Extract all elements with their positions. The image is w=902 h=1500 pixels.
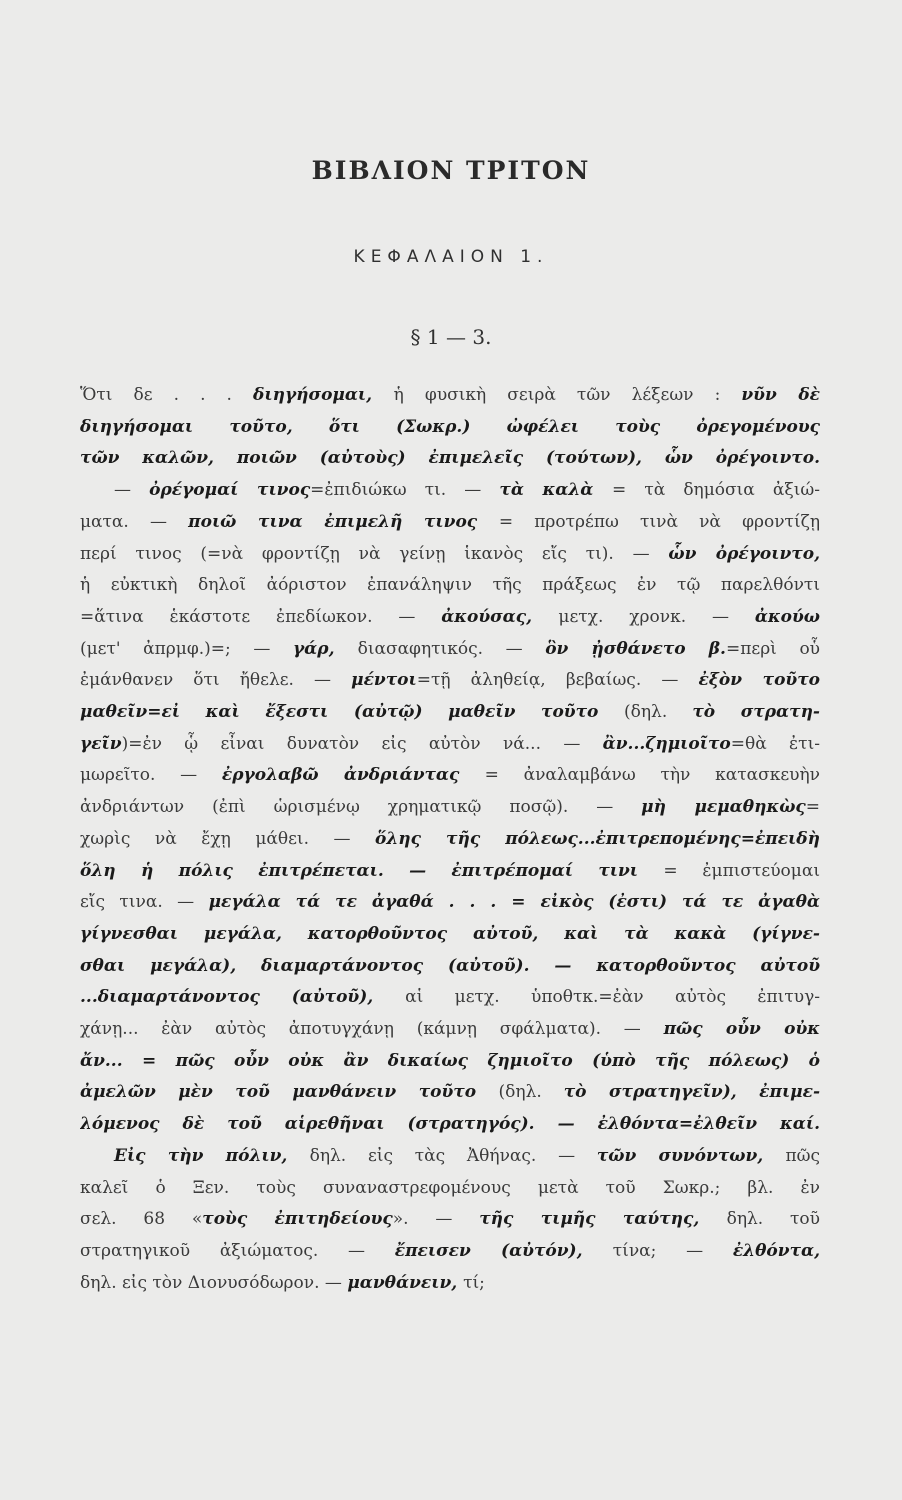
commentary-line [80, 602, 820, 634]
gloss-text: ἡ εὐκτικὴ δηλοῖ ἀόριστον ἐπανάληψιν τῆς πράξεως ἐν τῷ παρελθόντι [80, 575, 820, 596]
gloss-text: πῶς [785, 1145, 820, 1166]
greek-lemma: λόμενος δὲ τοῦ αἱρεθῆναι (στρατηγός). — ἐλθόντα=ἐλθεῖν καί. [80, 1114, 820, 1135]
commentary-line [80, 697, 820, 729]
greek-lemma: διηγήσομαι, [253, 385, 394, 405]
commentary-line [80, 570, 820, 602]
greek-lemma: ποιῶ τινα ἐπιμελῆ τινος [188, 511, 499, 532]
greek-lemma: τὸ στρατη- [692, 702, 820, 723]
greek-lemma: γάρ, [292, 638, 358, 659]
greek-lemma: τῶν συνόντων, [596, 1145, 786, 1166]
greek-lemma: ὀρέγομαί τινος [149, 480, 311, 501]
gloss-text: = προτρέπω τινὰ νὰ φροντίζῃ [498, 511, 820, 532]
gloss-text: =θὰ ἐτι- [730, 733, 820, 754]
commentary-line [80, 1077, 820, 1109]
greek-lemma: ὅλη ἡ πόλις ἐπιτρέπεται. — ἐπιτρέπομαί τινι [80, 860, 664, 881]
commentary-line [80, 1109, 820, 1141]
gloss-text: ἐμάνθανεν ὅτι ἤθελε. — [80, 670, 352, 691]
greek-lemma: τῶν καλῶν, ποιῶν (αὐτοὺς) ἐπιμελεῖς (τούτων), ὧν ὀρέγοιντο. [80, 448, 820, 469]
commentary-line [80, 982, 820, 1014]
gloss-text: =ἅτινα ἑκάστοτε ἐπεδίωκον. — [80, 606, 442, 627]
greek-lemma: ὧν ὀρέγοιντο, [668, 543, 820, 564]
greek-lemma: μαθεῖν=εἰ καὶ ἔξεστι (αὐτῷ) μαθεῖν τοῦτο [80, 702, 624, 723]
greek-lemma: ἀμελῶν μὲν τοῦ μανθάνειν τοῦτο [80, 1082, 499, 1103]
commentary-line [80, 1014, 820, 1046]
greek-lemma: νῦν δὲ [741, 385, 820, 405]
greek-lemma: ἔπεισεν (αὐτόν), [394, 1240, 613, 1261]
commentary-line [80, 412, 820, 444]
gloss-text: εἴς τινα. — [80, 892, 209, 913]
commentary-line [80, 443, 820, 475]
gloss-text: = [805, 797, 820, 818]
commentary-line [80, 951, 820, 983]
commentary-line [80, 1236, 820, 1268]
greek-lemma: διηγήσομαι τοῦτο, ὅτι (Σωκρ.) ὠφέλει τοὺς ὀρεγομένους [80, 416, 820, 437]
gloss-text: περί τινος (=νὰ φροντίζῃ νὰ γείνῃ ἱκανὸς εἴς τι). — [80, 543, 669, 564]
gloss-text: ἀνδριάντων (ἐπὶ ὡρισμένῳ χρηματικῷ ποσῷ). — [80, 797, 642, 818]
gloss-text: =ἐπιδιώκω τι. — [310, 480, 500, 501]
greek-lemma: ἂν...ζημιοῖτο [602, 733, 731, 754]
greek-lemma: Εἰς τὴν πόλιν, [114, 1145, 310, 1166]
gloss-text: στρατηγικοῦ ἀξιώματος. — [80, 1240, 395, 1261]
greek-lemma: ἐλθόντα, [732, 1240, 820, 1261]
gloss-text: (μετ' ἀπρμφ.)=; — [80, 638, 293, 659]
gloss-text: ἡ φυσικὴ σειρὰ τῶν λέξεων : [393, 385, 742, 405]
gloss-text: καλεῖ ὁ Ξεν. τοὺς συναναστρεφομένους μετὰ τοῦ Σωκρ.; βλ. ἐν [80, 1177, 820, 1198]
gloss-text: μωρεῖτο. — [80, 765, 222, 786]
gloss-text: = τὰ δημόσια ἀξιώ- [611, 480, 820, 501]
commentary-body [80, 380, 820, 1299]
gloss-text: — [114, 480, 150, 501]
chapter-heading: ΚΕΦΑΛΑΙΟΝ 1. [353, 247, 549, 267]
greek-lemma: μέντοι [351, 670, 417, 691]
commentary-line [80, 475, 820, 507]
greek-lemma: μεγάλα τά τε ἀγαθά . . . = εἰκὸς (ἐστι) τά τε ἀγαθὰ [208, 892, 820, 913]
commentary-line [80, 507, 820, 539]
gloss-text: δηλ. τοῦ [726, 1209, 820, 1230]
greek-lemma: μὴ μεμαθηκὼς [641, 797, 806, 818]
gloss-text: δηλ. εἰς τὸν Διονυσόδωρον. — [80, 1272, 348, 1293]
gloss-text: (δηλ. [498, 1082, 564, 1103]
greek-lemma: γεῖν [80, 733, 122, 754]
greek-lemma: ὃν ᾐσθάνετο β. [545, 638, 726, 659]
gloss-text: ματα. — [80, 511, 189, 532]
greek-lemma: ἄν... = πῶς οὖν οὐκ ἂν δικαίως ζημιοῖτο (ὑπὸ τῆς πόλεως) ὁ [80, 1050, 820, 1071]
greek-lemma: ἐργολαβῶ ἀνδριάντας [221, 765, 485, 786]
gloss-text: αἱ μετχ. ὑποθτκ.=ἐὰν αὐτὸς ἐπιτυγ- [405, 987, 820, 1008]
greek-lemma: τὰ καλὰ [499, 480, 612, 501]
commentary-line [80, 824, 820, 856]
gloss-text: =τῇ ἀληθείᾳ, βεβαίως. — [416, 670, 699, 691]
gloss-text: ». — [392, 1209, 480, 1230]
gloss-text: δηλ. εἰς τὰς Ἀθήνας. — [309, 1145, 597, 1166]
greek-lemma: γίγνεσθαι μεγάλα, κατορθοῦντος αὐτοῦ, καὶ τὰ κακὰ (γίγνε- [80, 923, 820, 944]
greek-lemma: τοὺς ἐπιτηδείους [202, 1209, 393, 1230]
commentary-line [80, 760, 820, 792]
commentary-line [80, 1204, 820, 1236]
gloss-text: = ἀναλαμβάνω τὴν κατασκευὴν [484, 765, 820, 786]
commentary-line [80, 856, 820, 888]
gloss-text: )=ἐν ᾧ εἶναι δυνατὸν εἰς αὐτὸν νά... — [121, 733, 603, 754]
greek-lemma: ἀκούσας, [441, 606, 559, 627]
greek-lemma: πῶς οὖν οὐκ [663, 1019, 820, 1040]
commentary-line [80, 1173, 820, 1205]
gloss-text: τί; [463, 1272, 485, 1293]
greek-lemma: σθαι μεγάλα), διαμαρτάνοντος (αὐτοῦ). — κατορθοῦντος αὐτοῦ [80, 955, 820, 976]
gloss-text: χωρὶς νὰ ἔχῃ μάθει. — [80, 828, 376, 849]
gloss-text: μετχ. χρονκ. — [558, 606, 755, 627]
gloss-text: = ἐμπιστεύομαι [663, 860, 820, 881]
commentary-line [80, 539, 820, 571]
commentary-line [80, 919, 820, 951]
commentary-line [80, 1141, 820, 1173]
commentary-line [80, 1268, 820, 1300]
gloss-text: =περὶ οὗ [725, 638, 820, 659]
commentary-line [80, 634, 820, 666]
greek-lemma: τῆς τιμῆς ταύτης, [479, 1209, 727, 1230]
commentary-line [80, 1046, 820, 1078]
book-title: ΒΙΒΛΙΟΝ ΤΡΙΤΟΝ [311, 156, 591, 185]
gloss-text: Ὅτι δε . . . [80, 385, 254, 405]
commentary-line [80, 729, 820, 761]
section-heading: § 1 — 3. [410, 325, 492, 349]
greek-lemma: μανθάνειν, [347, 1272, 464, 1293]
gloss-text: τίνα; — [612, 1240, 733, 1261]
greek-lemma: ὅλης τῆς πόλεως...ἐπιτρεπομένης=ἐπειδὴ [375, 828, 820, 849]
greek-lemma: ἐξὸν τοῦτο [698, 670, 820, 691]
commentary-line [80, 665, 820, 697]
gloss-text: (δηλ. [624, 702, 693, 723]
commentary-line [80, 887, 820, 919]
gloss-text: χάνῃ... ἐὰν αὐτὸς ἀποτυγχάνῃ (κάμνῃ σφάλματα). — [80, 1019, 664, 1040]
commentary-line [80, 380, 820, 412]
gloss-text: σελ. 68 « [80, 1209, 203, 1230]
greek-lemma: ...διαμαρτάνοντος (αὐτοῦ), [80, 987, 406, 1008]
commentary-line [80, 792, 820, 824]
gloss-text: διασαφητικός. — [357, 638, 546, 659]
greek-lemma: τὸ στρατηγεῖν), ἐπιμε- [563, 1082, 820, 1103]
greek-lemma: ἀκούω [754, 606, 820, 627]
